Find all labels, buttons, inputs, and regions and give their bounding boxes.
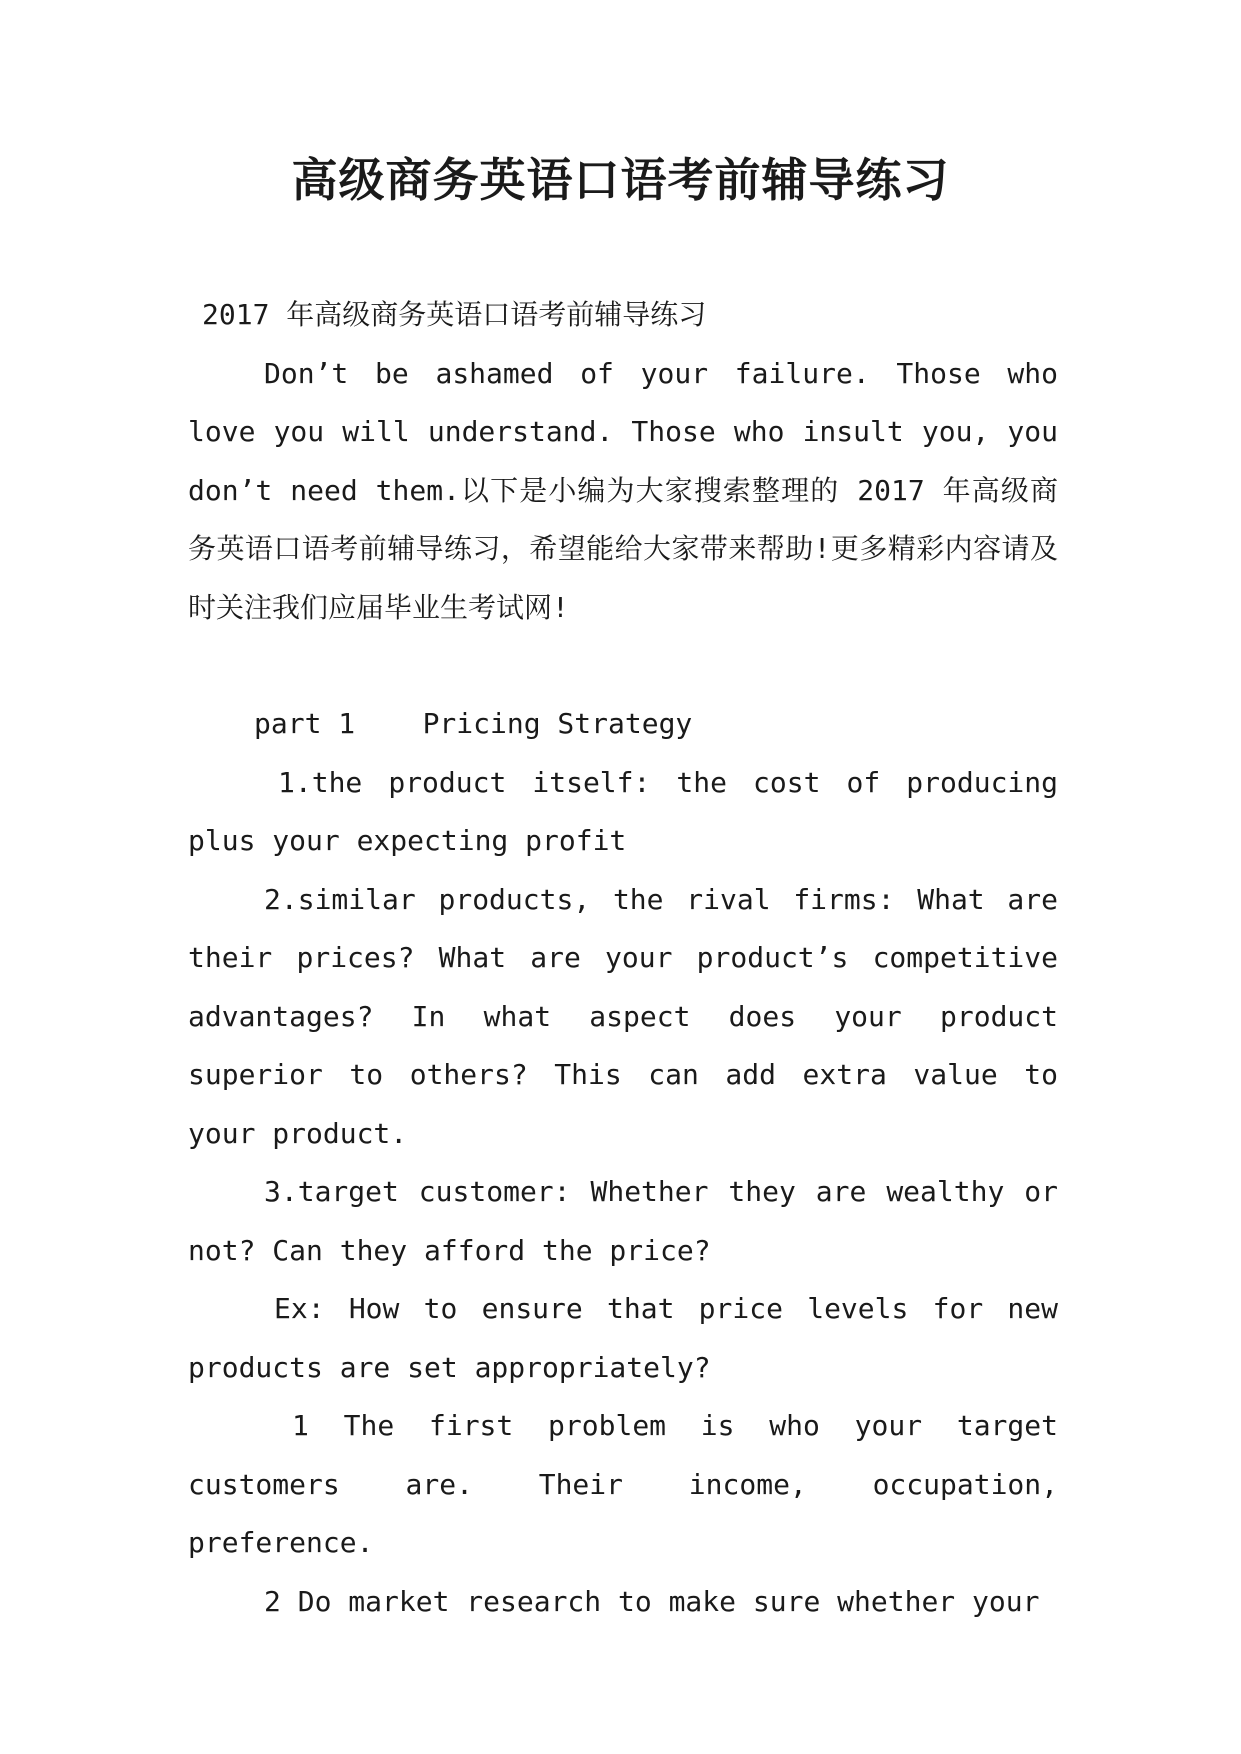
intro-paragraph: Don’t be ashamed of your failure. Those who love you will understand. Those who insult you, you don’t need them.以下是小编为大家搜索整理的 2017 年高级商务英语口语考前辅导练习，希望能给大家带来帮助!更多精彩内容请及时关注我们应届毕业生考试网! — [188, 356, 1058, 624]
document-title: 高级商务英语口语考前辅导练习 — [291, 153, 950, 207]
answer-1: 1 The first problem is who your target customers are. Their income, occupation, preference. — [188, 1409, 1058, 1559]
point-2: 2.similar products, the rival firms: What are their prices? What are your product’s competitive advantages? In what aspect does your product superior to others? This can add extra value to your product. — [188, 882, 1058, 1150]
point-1: 1.the product itself: the cost of producing plus your expecting profit — [188, 765, 1058, 857]
point-3: 3.target customer: Whether they are wealthy or not? Can they afford the price? — [188, 1175, 1058, 1267]
answer-2: 2 Do market research to make sure whether your — [264, 1584, 1040, 1618]
example-question: Ex: How to ensure that price levels for new products are set appropriately? — [188, 1292, 1058, 1384]
document-body — [188, 286, 1058, 1631]
subtitle-line: 2017 年高级商务英语口语考前辅导练习 — [202, 298, 707, 331]
part-heading: part 1 Pricing Strategy — [254, 707, 693, 740]
